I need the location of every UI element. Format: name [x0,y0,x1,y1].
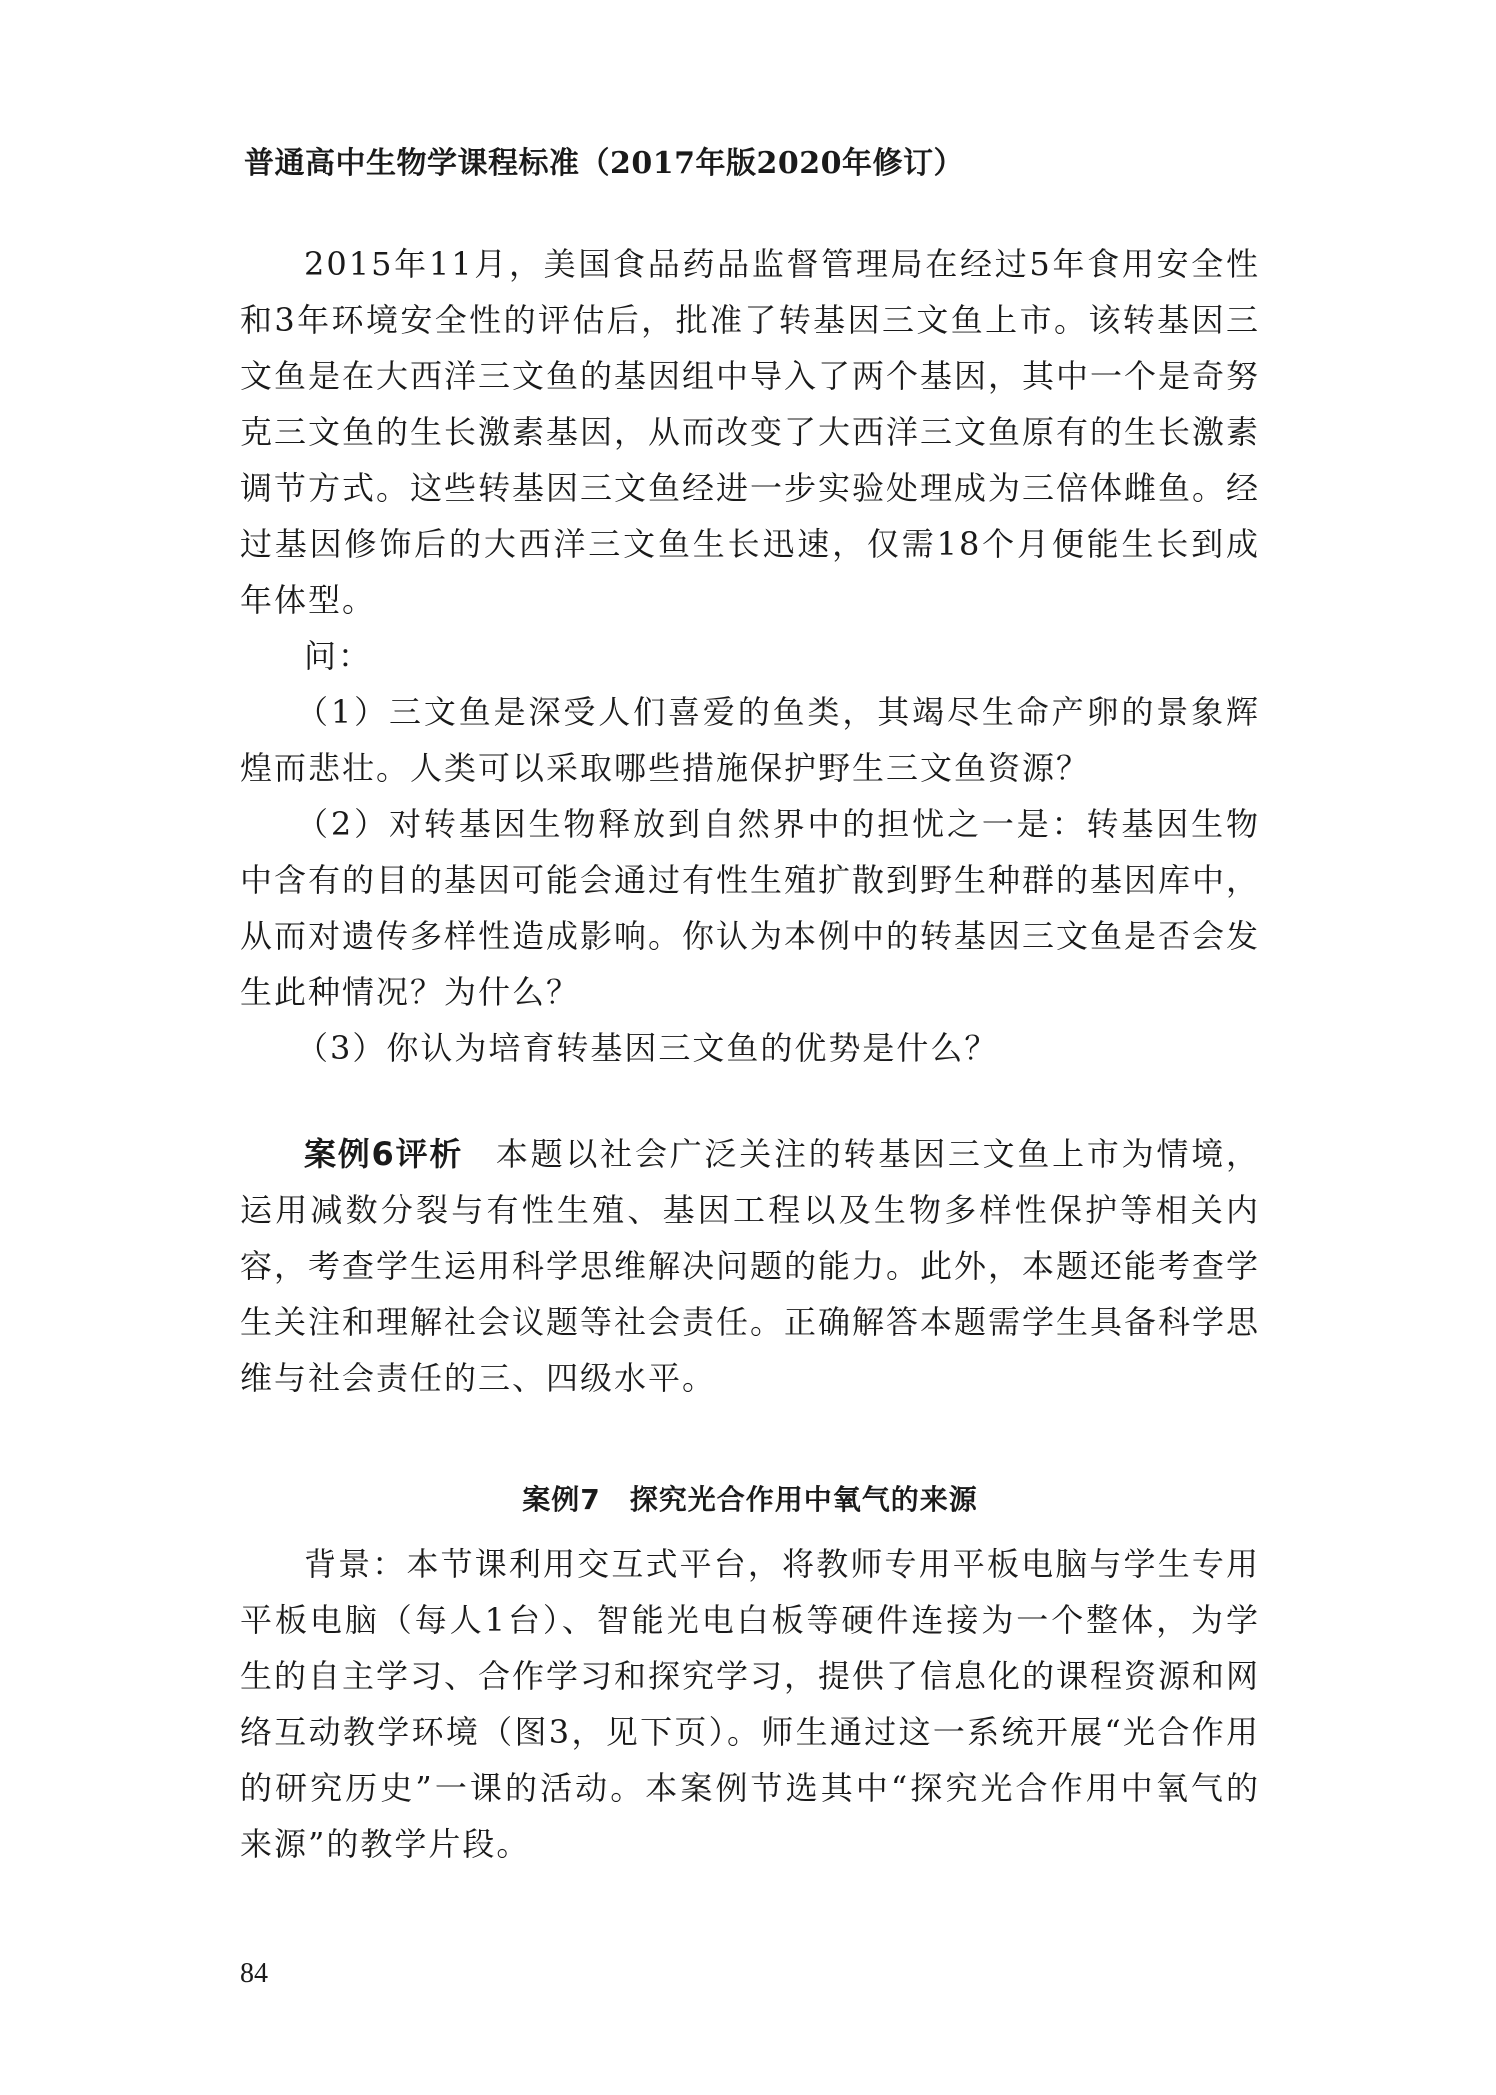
question-2: （2）对转基因生物释放到自然界中的担忧之一是：转基因生物中含有的目的基因可能会通过有性生殖扩散到野生种群的基因库中，从而对遗传多样性造成影响。你认为本例中的转基因三文鱼是否会发生此种情况？为什么？ [240,805,1261,1011]
review-block [240,1126,1260,1406]
header-title: 普通高中生物学课程标准（2017年版2020年修订） [244,146,964,181]
review-text: 本题以社会广泛关注的转基因三文鱼上市为情境，运用减数分裂与有性生殖、基因工程以及生物多样性保护等相关内容，考查学生运用科学思维解决问题的能力。此外，本题还能考查学生关注和理解社会议题等社会责任。正确解答本题需学生具备科学思维与社会责任的三、四级水平。 [240,1135,1261,1397]
page-number: 84 [240,1958,268,1989]
case-paragraph: 2015年11月，美国食品药品监督管理局在经过5年食用安全性和3年环境安全性的评估后，批准了转基因三文鱼上市。该转基因三文鱼是在大西洋三文鱼的基因组中导入了两个基因，其中一个是奇努克三文鱼的生长激素基因，从而改变了大西洋三文鱼原有的生长激素调节方式。这些转基因三文鱼经进一步实验处理成为三倍体雌鱼。经过基因修饰后的大西洋三文鱼生长迅速，仅需18个月便能生长到成年体型。 [240,245,1261,619]
question-label: 问： [304,637,373,675]
case7-block [240,1536,1260,1872]
case7-heading: 案例7 探究光合作用中氧气的来源 [522,1483,978,1516]
review-label: 案例6评析 [304,1135,464,1173]
case7-background: 背景：本节课利用交互式平台，将教师专用平板电脑与学生专用平板电脑（每人1台）、智能光电白板等硬件连接为一个整体，为学生的自主学习、合作学习和探究学习，提供了信息化的课程资源和网络互动教学环境（图3，见下页）。师生通过这一系统开展“光合作用的研究历史”一课的活动。本案例节选其中“探究光合作用中氧气的来源”的教学片段。 [240,1545,1261,1863]
review-paragraph [240,1126,1260,1406]
case-text-block [240,236,1260,1076]
question-3: （3）你认为培育转基因三文鱼的优势是什么？ [296,1029,999,1067]
question-1: （1）三文鱼是深受人们喜爱的鱼类，其竭尽生命产卵的景象辉煌而悲壮。人类可以采取哪些措施保护野生三文鱼资源？ [240,693,1260,787]
